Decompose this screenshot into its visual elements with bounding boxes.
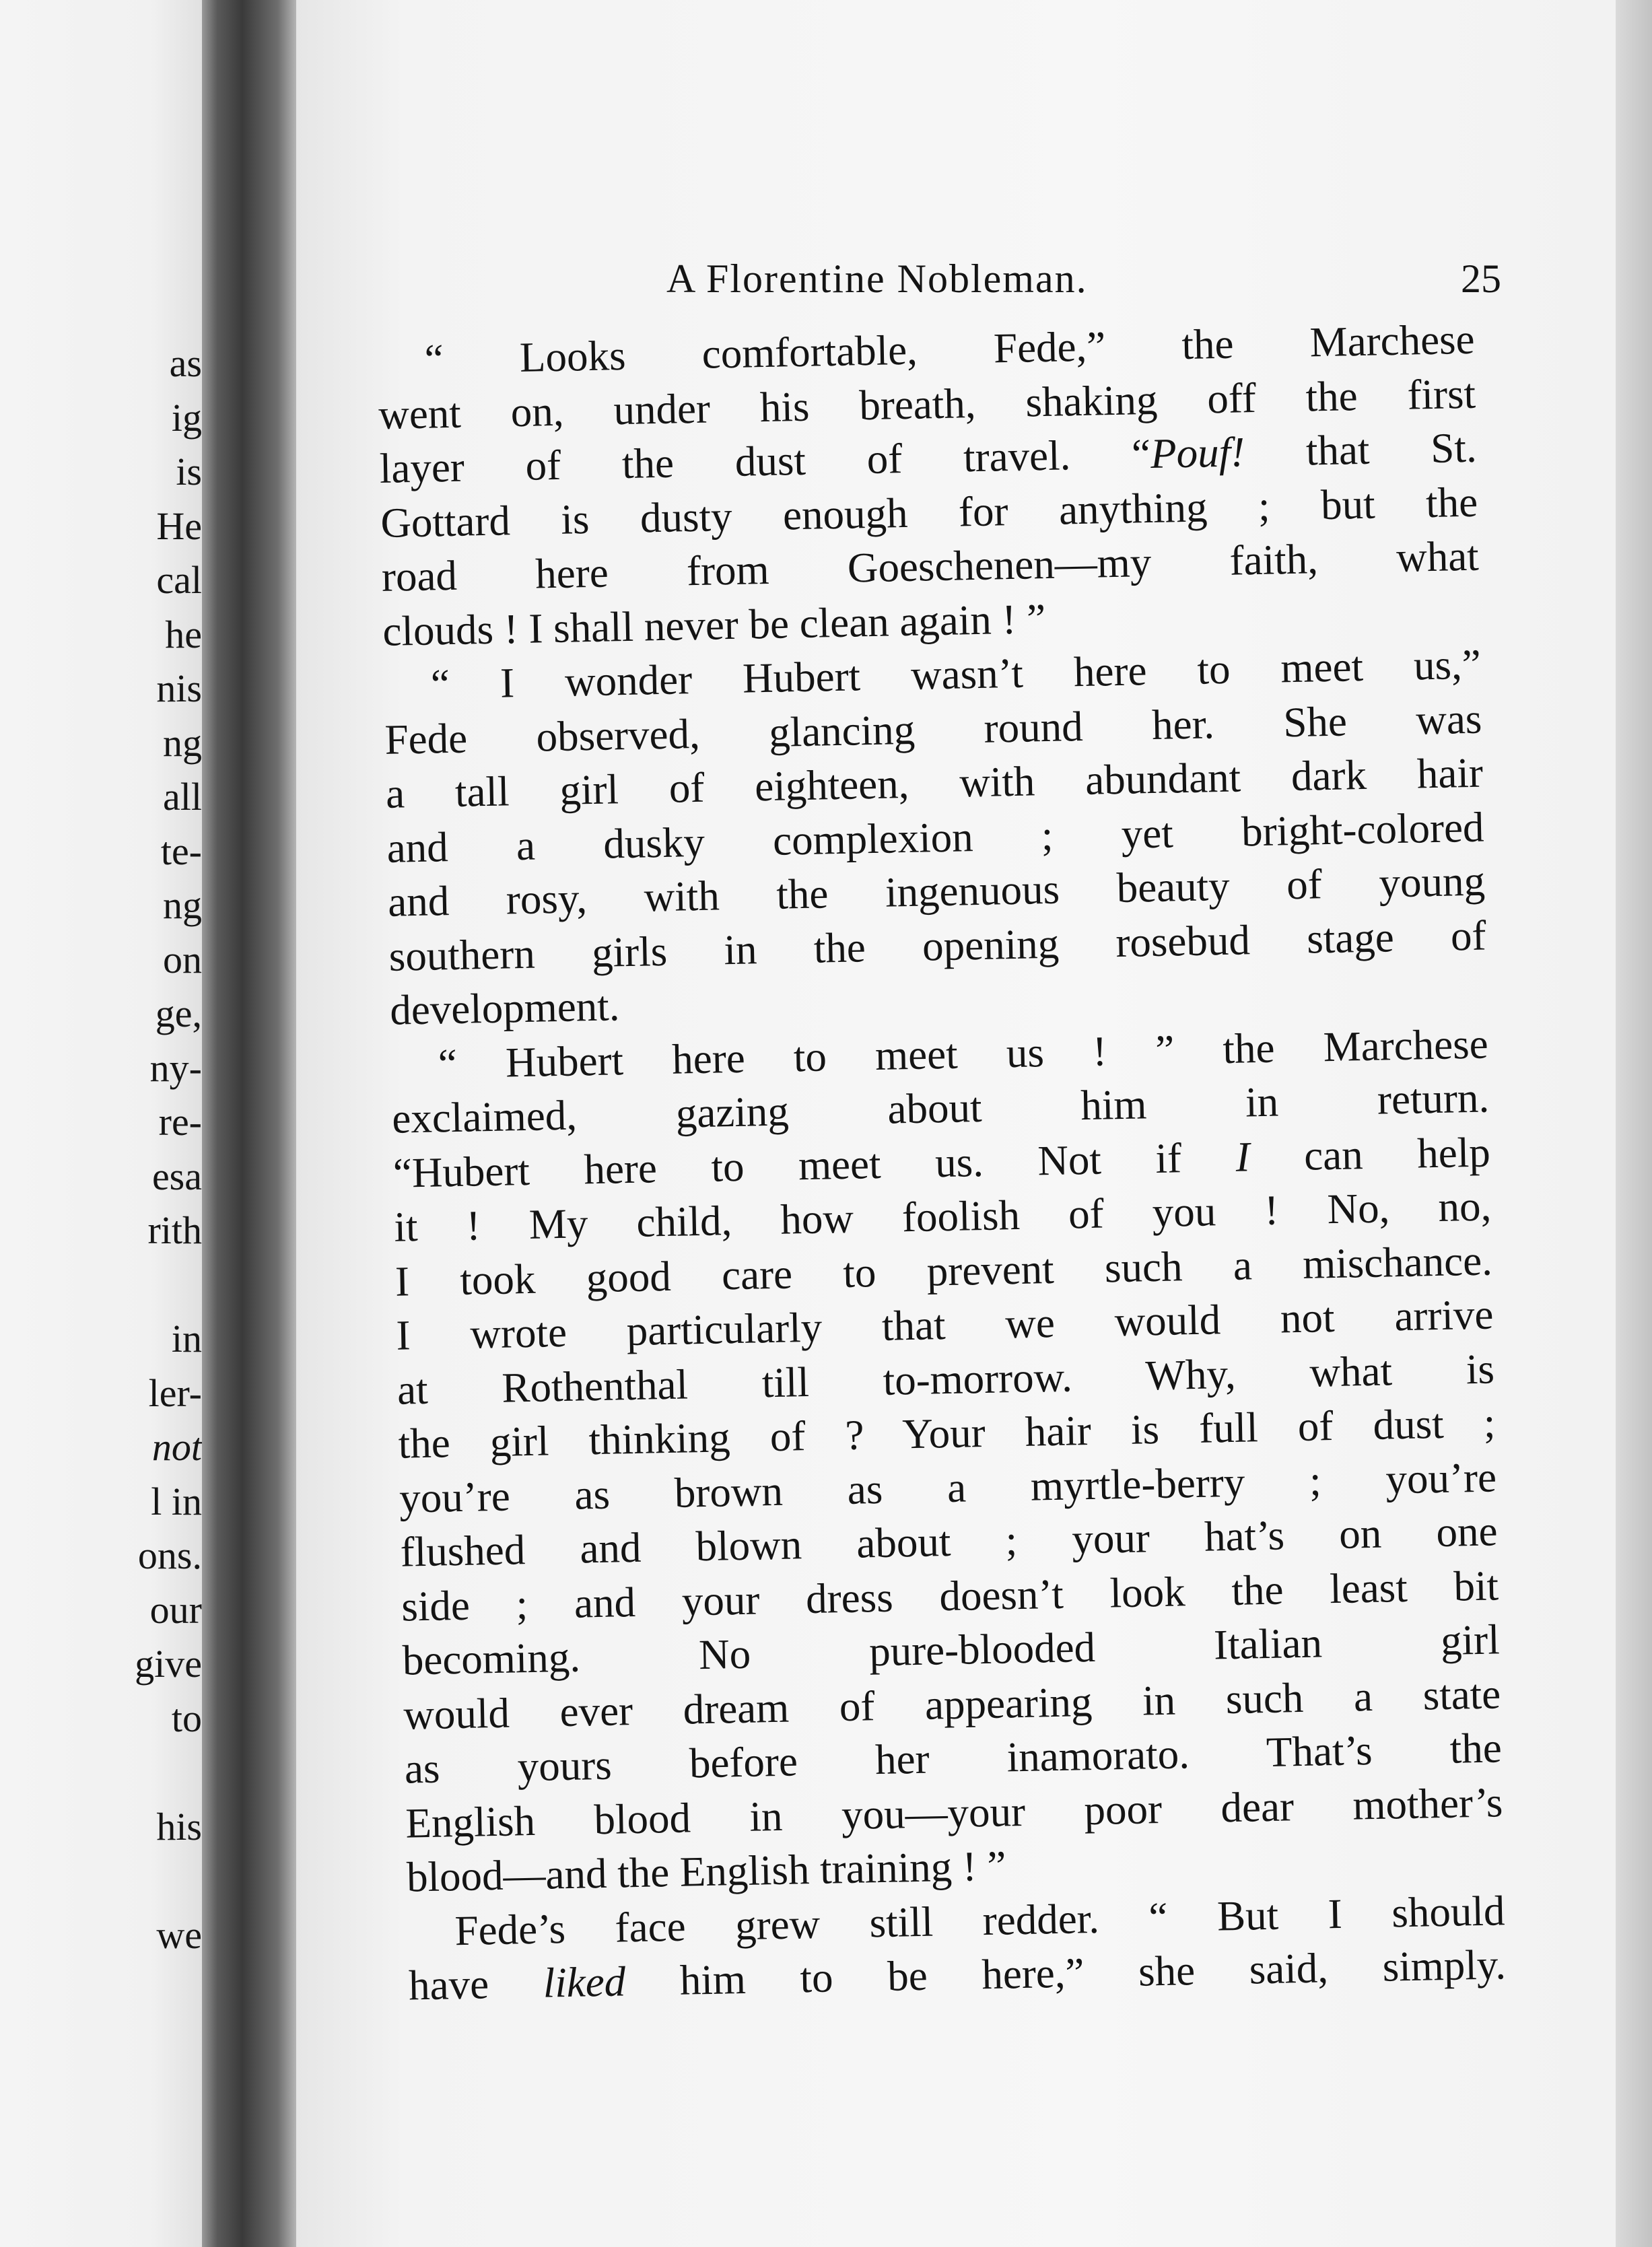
- page-number: 25: [1461, 256, 1501, 301]
- left-page-fragment: our: [149, 1587, 202, 1632]
- left-page-fragment: he: [165, 612, 202, 656]
- text-line: the girl thinking of ? Your hair is full of dust ;: [398, 1399, 1496, 1467]
- text-line: Fede’s face grew still redder. “ But I should: [454, 1886, 1505, 1954]
- left-page-fragment: all: [163, 775, 202, 819]
- left-page-fragment: [0, 1745, 202, 1800]
- paragraph: [390, 1016, 1504, 1904]
- left-page-fragment: nis: [156, 666, 202, 710]
- body-text: [377, 312, 1507, 2013]
- left-page-fragment: [0, 1258, 202, 1313]
- text-line: have liked him to be here,” she said, simply.: [408, 1941, 1507, 2009]
- left-page-fragment: [0, 1854, 202, 1908]
- text-line: “ I wonder Hubert wasn’t here to meet us,”: [430, 640, 1482, 708]
- left-page-fragment: ny-: [149, 1045, 202, 1090]
- left-page-fragment: is: [176, 450, 202, 493]
- text-line: a tall girl of eighteen, with abundant dark hair: [385, 749, 1484, 817]
- text-line: “ Hubert here to meet us ! ” the Marchese: [438, 1020, 1489, 1087]
- text-line: it ! My child, how foolish of you ! No, no,: [393, 1182, 1492, 1251]
- left-page-fragment: rith: [147, 1208, 202, 1252]
- text-line: southern girls in the opening rosebud stage of: [388, 911, 1487, 980]
- left-page-fragment: we: [156, 1912, 202, 1957]
- text-line: and rosy, with the ingenuous beauty of young: [387, 857, 1486, 926]
- left-page-fragment: ng: [163, 883, 202, 927]
- text-line: “ Looks comfortable, Fede,” the Marchese: [424, 315, 1476, 383]
- page-edge: [1616, 0, 1652, 2247]
- binding-gutter: [202, 0, 303, 2247]
- paragraph: [383, 637, 1488, 1038]
- left-page-fragment: re-: [158, 1100, 202, 1144]
- left-page-fragment: in: [171, 1317, 202, 1360]
- paragraph: [377, 312, 1480, 658]
- left-page-fragment: ig: [171, 395, 202, 440]
- text-line: English blood in you—your poor dear mother’s: [405, 1778, 1503, 1847]
- text-line: side ; and your dress doesn’t look the least bit: [401, 1561, 1499, 1630]
- left-page-fragment: ge,: [155, 992, 202, 1035]
- left-page: [0, 0, 215, 2247]
- text-line: exclaimed, gazing about him in return.: [391, 1074, 1490, 1142]
- left-page-fragment: te-: [160, 829, 202, 873]
- text-line: Gottard is dusty enough for anything ; but the: [380, 478, 1478, 547]
- text-line: would ever dream of appearing in such a state: [403, 1669, 1501, 1739]
- text-line: development.: [389, 982, 621, 1034]
- text-line: becoming. No pure-blooded Italian girl: [402, 1616, 1501, 1684]
- left-page-fragment: to: [171, 1696, 202, 1740]
- left-page-fragment: He: [156, 504, 202, 548]
- left-page-fragment: not: [151, 1425, 202, 1469]
- running-title: A Florentine Nobleman.: [666, 256, 1088, 301]
- paragraph: [407, 1883, 1507, 2013]
- text-line: layer of the dust of travel. “Pouf! that St.: [379, 423, 1478, 492]
- left-page-fragment: cal: [156, 558, 202, 602]
- text-line: “Hubert here to meet us. Not if I can help: [392, 1128, 1491, 1197]
- left-page-text-fragments: [0, 337, 202, 1962]
- text-line: blood—and the English training ! ”: [406, 1842, 1007, 1901]
- left-page-fragment: as: [169, 341, 202, 385]
- text-line: I took good care to prevent such a mischance.: [394, 1236, 1493, 1305]
- text-line: clouds ! I shall never be clean again ! ”: [382, 594, 1046, 655]
- left-page-fragment: ler-: [148, 1371, 202, 1415]
- text-line: road here from Goeschenen—my faith, what: [381, 532, 1480, 600]
- left-page-fragment: l in: [151, 1479, 202, 1523]
- text-line: Fede observed, glancing round her. She was: [384, 695, 1482, 763]
- left-page-fragment: ng: [163, 720, 202, 765]
- text-line: went on, under his breath, shaking off the first: [378, 370, 1476, 438]
- text-line: at Rothenthal till to-morrow. Why, what is: [397, 1344, 1495, 1414]
- running-head: [370, 256, 1501, 323]
- left-page-fragment: ons.: [137, 1533, 202, 1577]
- text-line: I wrote particularly that we would not arrive: [395, 1290, 1494, 1359]
- text-line: and a dusky complexion ; yet bright-colored: [386, 803, 1485, 872]
- text-line: you’re as brown as a myrtle-berry ; you’re: [399, 1453, 1497, 1522]
- text-line: flushed and blown about ; your hat’s on one: [400, 1507, 1499, 1576]
- left-page-fragment: his: [156, 1804, 202, 1848]
- left-page-fragment: esa: [151, 1154, 202, 1198]
- left-page-fragment: on: [163, 937, 202, 981]
- text-line: as yours before her inamorato. That’s the: [404, 1724, 1503, 1793]
- left-page-fragment: give: [135, 1642, 202, 1686]
